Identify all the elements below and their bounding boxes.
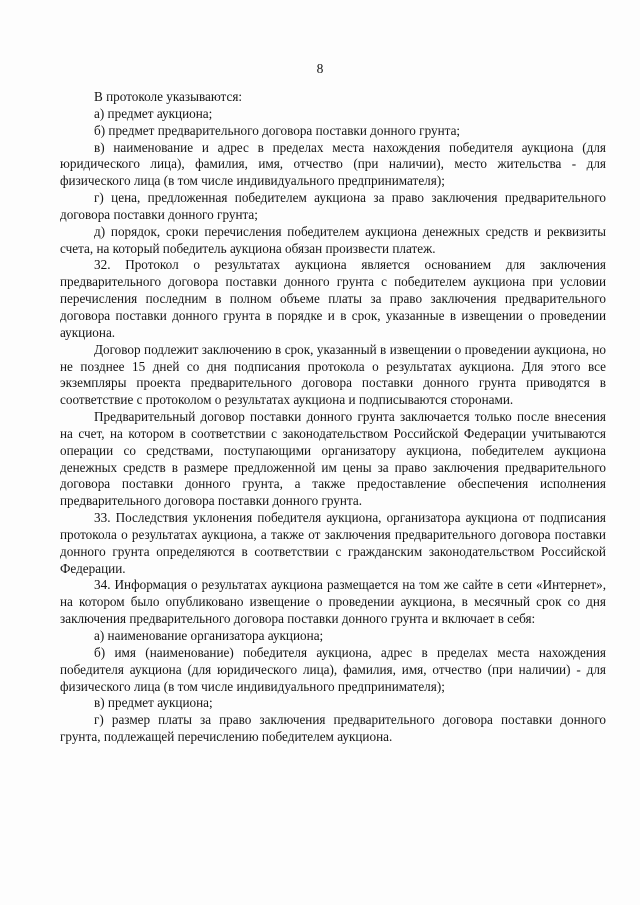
paragraph: В протоколе указываются: xyxy=(94,89,243,104)
paragraph: б) предмет предварительного договора поставки донного грунта; xyxy=(94,122,461,138)
paragraph: в) предмет аукциона; xyxy=(94,695,213,711)
paragraph: г) размер платы за право заключения предварительного договора поставки донного грунта, подлежащей перечислению победителем аукциона. xyxy=(60,712,606,745)
paragraph: в) наименование и адрес в пределах места нахождения победителя аукциона (для юридического лица), фамилия, имя, отчество (при наличии), место жительства - для физического лица (в том числе индивидуального предпринимателя); xyxy=(60,139,606,189)
paragraph: Договор подлежит заключению в срок, указанный в извещении о проведении аукциона, но не позднее 15 дней со дня подписания протокола о результатах аукциона. Для этого все экземпляры проекта предварительного договора поставки донного грунта приводятся в соответствие с протоколом о результатах аукциона и подписываются сторонами. xyxy=(60,341,606,408)
paragraph: д) порядок, сроки перечисления победителем аукциона денежных средств и реквизиты счета, на который победитель аукциона обязан произвести платеж. xyxy=(60,223,606,256)
paragraph: а) наименование организатора аукциона; xyxy=(94,628,324,643)
paragraph: Предварительный договор поставки донного грунта заключается только после внесения на счет, на котором в соответствии с законодательством Российской Федерации учитываются операции со средствами, поступающими организатору аукциона, победителем аукциона денежных средств в размере предложенной им цены за право заключения предварительного договора поставки донного грунта, а также предоставление обеспечения исполнения предварительного договора поставки донного грунта. xyxy=(60,409,606,509)
paragraph: 33. Последствия уклонения победителя аукциона, организатора аукциона от подписания протокола о результатах аукциона, а также от заключения предварительного договора поставки донного грунта определяются в соответствии с гражданским законодательством Российской Федерации. xyxy=(60,510,606,576)
paragraph: г) цена, предложенная победителем аукциона за право заключения предварительного договора поставки донного грунта; xyxy=(60,190,606,222)
paragraph: а) предмет аукциона; xyxy=(94,105,213,121)
paragraph: 32. Протокол о результатах аукциона является основанием для заключения предварительного договора поставки донного грунта с победителем аукциона при условии перечисления последним в полном объеме платы за право заключения предварительного договора поставки донного грунта в порядке и в срок, указанные в извещении о проведении аукциона. xyxy=(60,257,606,340)
paragraph: б) имя (наименование) победителя аукциона, адрес в пределах места нахождения победителя аукциона (для юридического лица), фамилия, имя, отчество (при наличии) - для физического лица (в том числе индивидуального предпринимателя); xyxy=(60,644,606,694)
document-body xyxy=(60,89,606,746)
paragraph: 34. Информация о результатах аукциона размещается на том же сайте в сети «Интернет», на котором было опубликовано извещение о проведении аукциона, в месячный срок со дня заключения предварительного договора поставки донного грунта и включает в себя: xyxy=(60,577,606,627)
page-number: 8 xyxy=(316,61,324,76)
